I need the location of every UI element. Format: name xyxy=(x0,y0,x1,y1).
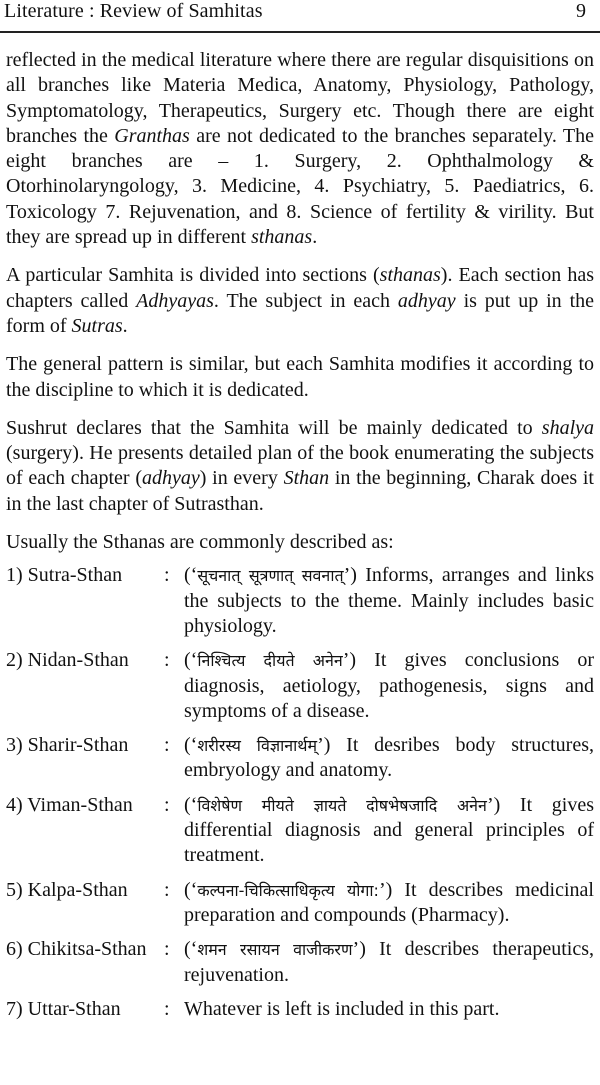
sthana-colon: : xyxy=(164,649,170,672)
sanskrit-quote: शमन रसायन वाजीकरण xyxy=(197,940,353,960)
sthana-item xyxy=(6,648,594,724)
sthana-term: 2) Nidan-Sthan xyxy=(6,649,129,672)
paragraph-sections: A particular Samhita is divided into sections (sthanas). Each section has chapters called Adhyayas. The subject in each adhyay is put up in the form of Sutras. xyxy=(6,264,595,337)
sthana-item xyxy=(6,937,594,988)
sthana-colon: : xyxy=(164,734,170,757)
sthana-item xyxy=(6,563,594,639)
sthana-definition: (‘निश्चित्य दीयते अनेन’) It gives conclusions or diagnosis, aetiology, pathogenesis, signs and symptoms of a disease. xyxy=(184,649,594,722)
paragraph-sushrut: Sushrut declares that the Samhita will be mainly dedicated to shalya (surgery). He presents detailed plan of the book enumerating the subjects of each chapter (adhyay) in every Sthan in the beginning, Charak does it in the last chapter of Sutrasthan. xyxy=(6,416,594,515)
page-number: 9 xyxy=(576,0,586,22)
paragraph-usually: Usually the Sthanas are commonly described as: xyxy=(6,531,394,554)
sthana-item xyxy=(6,878,594,929)
sthana-colon: : xyxy=(164,997,170,1020)
sthana-term: 1) Sutra-Sthan xyxy=(6,564,123,587)
sthana-definition: (‘सूचनात् सूत्रणात् सवनात्’) Informs, arranges and links the subjects to the theme. Mainly includes basic physiology. xyxy=(184,564,594,637)
sthana-term: 3) Sharir-Sthan xyxy=(6,734,129,757)
sthana-colon: : xyxy=(164,878,170,901)
sanskrit-quote: शरीरस्य विज्ञानार्थम् xyxy=(197,736,318,756)
body-text xyxy=(6,48,594,1031)
sthana-definition: (‘शरीरस्य विज्ञानार्थम्’) It desribes body structures, embryology and anatomy. xyxy=(184,734,594,782)
sthana-definition: (‘कल्पना-चिकित्साधिकृत्य योगा:’) It describes medicinal preparation and compounds (Pharmacy). xyxy=(184,878,594,926)
sthana-colon: : xyxy=(164,938,170,961)
sthana-term: 5) Kalpa-Sthan xyxy=(6,878,128,901)
sthana-definition: (‘शमन रसायन वाजीकरण’) It describes therapeutics, rejuvenation. xyxy=(184,938,594,986)
sthana-definition: Whatever is left is included in this part. xyxy=(184,997,500,1020)
sthana-item xyxy=(6,733,594,784)
header-rule xyxy=(0,31,600,33)
sthana-colon: : xyxy=(164,564,170,587)
sthana-colon: : xyxy=(164,793,170,816)
sanskrit-quote: कल्पना-चिकित्साधिकृत्य योगा: xyxy=(197,880,379,900)
sanskrit-quote: निश्चित्य दीयते अनेन xyxy=(197,651,343,671)
sanskrit-quote: सूचनात् सूत्रणात् सवनात् xyxy=(197,566,344,586)
paragraph-branches: reflected in the medical literature where there are regular disquisitions on all branches like Materia Medica, Anatomy, Physiology, Pathology, Symptomatology, Therapeutics, Surgery etc. Though there are eight branches the Granthas are not dedicated to the branches separately. The eight branches are – 1. Surgery, 2. Ophthalmology & Otorhinolaryngology, 3. Medicine, 4. Psychiatry, 5. Paediatrics, 6. Toxicology 7. Rejuvenation, and 8. Science of fertility & virility. But they are spread up in different sthanas. xyxy=(6,49,594,249)
sthana-item xyxy=(6,793,594,869)
sthana-list xyxy=(6,563,594,1022)
sthana-term: 6) Chikitsa-Sthan xyxy=(6,938,147,961)
sthana-term: 7) Uttar-Sthan xyxy=(6,997,121,1020)
sanskrit-quote: विशेषेण मीयते ज्ञायते दोषभेषजादि अनेन xyxy=(197,795,487,815)
paragraph-pattern: The general pattern is similar, but each Samhita modifies it according to the discipline to which it is dedicated. xyxy=(6,353,594,401)
sthana-item xyxy=(6,997,594,1022)
running-head: Literature : Review of Samhitas xyxy=(4,0,263,22)
sthana-definition: (‘विशेषेण मीयते ज्ञायते दोषभेषजादि अनेन’) It gives differential diagnosis and general principles of treatment. xyxy=(184,793,594,867)
sthana-term: 4) Viman-Sthan xyxy=(6,793,133,816)
